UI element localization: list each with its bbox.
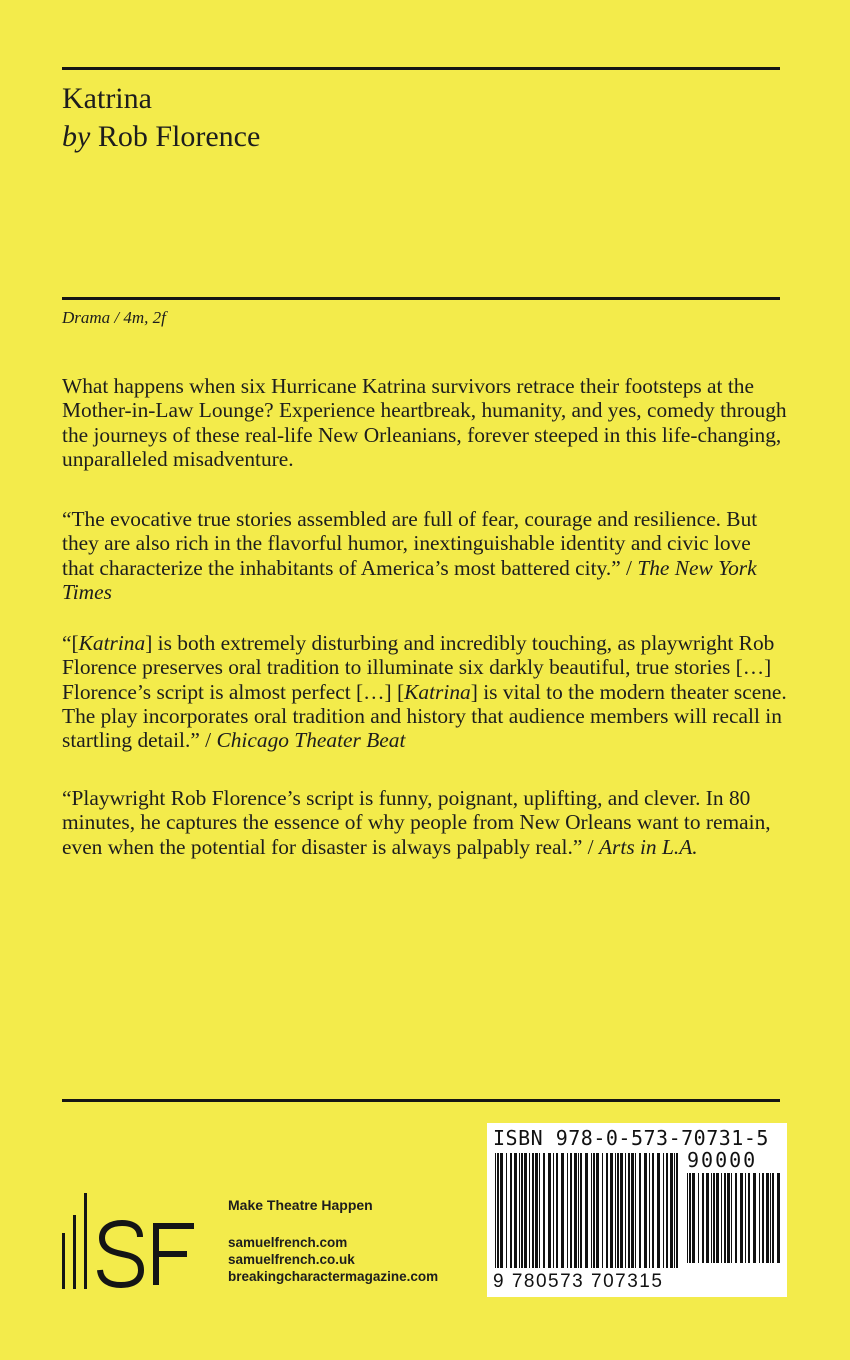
quote-text-post: ] is vital to the modern theater scene. The play incorporates oral tradition and history that audience members will recall in startling detail.” / [62,679,787,753]
middle-rule [62,297,780,300]
book-title: Katrina [62,82,152,115]
review-quote-1 [62,507,787,604]
publisher-link[interactable]: samuelfrench.co.uk [228,1252,355,1267]
synopsis-paragraph: What happens when six Hurricane Katrina survivors retrace their footsteps at the Mother-in-Law Lounge? Experience heartbreak, humanity, and yes, comedy through the journeys of these real-life New Orleanians, forever steeped in this life-changing, unparalleled misadventure. [62,374,787,471]
quote-text-pre: “[ [62,631,79,655]
quote-text: “The evocative true stories assembled are full of fear, courage and resilience. But they are also rich in the flavorful humor, inextinguishable identity and civic love that characterize the inhabitants of America’s most battered city.” / [62,507,758,580]
ean-digits: 9 780573 707315 [493,1271,664,1292]
quote-source: Arts in L.A. [598,834,698,859]
price-code-label: 90000 [687,1148,758,1172]
review-quote-2 [62,631,787,752]
publisher-link[interactable]: samuelfrench.com [228,1235,348,1250]
isbn-label: ISBN 978-0-573-70731-5 [493,1126,769,1150]
genre-cast-line: Drama / 4m, 2f [62,308,166,327]
quote-source: Chicago Theater Beat [216,728,406,753]
review-quote-3 [62,786,787,859]
book-title-block [62,80,260,156]
quote-title-em: Katrina [78,631,146,655]
samuel-french-logo-icon [62,1193,202,1289]
publisher-tagline: Make Theatre Happen [228,1197,373,1213]
quote-text-mid: ] is both extremely disturbing and incredibly touching, as playwright Rob Florence preserves oral tradition to illuminate six darkly beautiful, true stories […] Florence’s script is almost perfect […] [ [62,631,775,704]
bottom-rule [62,1099,780,1102]
by-word: by [62,120,91,153]
publisher-links [228,1234,438,1285]
author-name: Rob Florence [97,120,261,153]
top-rule [62,67,780,70]
isbn-barcode [487,1123,787,1297]
quote-title-em: Katrina [404,679,471,704]
quote-text: “Playwright Rob Florence’s script is funny, poignant, uplifting, and clever. In 80 minutes, he captures the essence of why people from New Orleans want to remain, even when the potential for disaster is always palpably real.” / [62,786,771,859]
author-line [62,118,260,156]
publisher-link[interactable]: breakingcharactermagazine.com [228,1269,439,1284]
quote-source: The New York Times [62,555,757,604]
